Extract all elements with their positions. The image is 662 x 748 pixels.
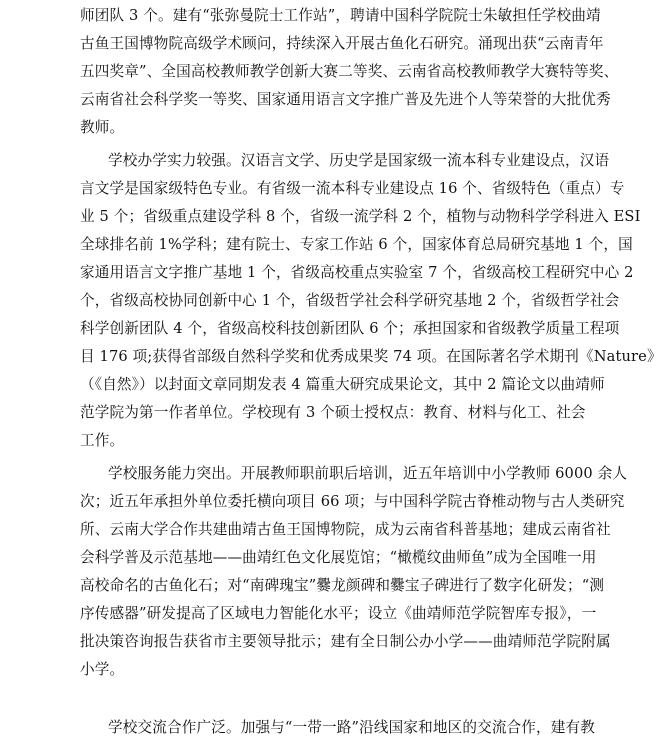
- paragraph-start-line: 学校服务能力突出。开展教师职前职后培训，近五年培训中小学教师 6000 余人: [108, 465, 628, 482]
- text-line: 古鱼王国博物院高级学术顾问，持续深入开展古鱼化石研究。涌现出获“云南青年: [80, 35, 604, 52]
- paragraph-start-line: 学校交流合作广泛。加强与“一带一路”沿线国家和地区的交流合作，建有教: [108, 719, 596, 736]
- text-line: 教师。: [80, 119, 125, 136]
- text-line: （《自然》）以封面文章同期发表 4 篇重大研究成果论文，其中 2 篇论文以曲靖师: [80, 376, 605, 393]
- text-line: 五四奖章”、全国高校教师教学创新大赛二等奖、云南省高校教师教学大赛特等奖、: [80, 63, 619, 80]
- text-line: 工作。: [80, 432, 125, 449]
- text-line: 师团队 3 个。建有“张弥曼院士工作站”，聘请中国科学院院士朱敏担任学校曲靖: [80, 7, 601, 24]
- text-line: 科学创新团队 4 个，省级高校科技创新团队 6 个；承担国家和省级教学质量工程项: [80, 320, 620, 337]
- text-line: 言文学是国家级特色专业。有省级一流本科专业建设点 16 个、省级特色（重点）专: [80, 180, 625, 197]
- text-line: 序传感器”研发提高了区域电力智能化水平；设立《曲靖师范学院智库专报》，一: [80, 605, 597, 622]
- text-line: 目 176 项;获得省部级自然科学奖和优秀成果奖 74 项。在国际著名学术期刊《Nature》: [80, 348, 662, 365]
- text-line: 业 5 个；省级重点建设学科 8 个，省级一流学科 2 个，植物与动物科学学科进入 ESI: [80, 208, 641, 225]
- text-line: 全球排名前 1%学科；建有院士、专家工作站 6 个，国家体育总局研究基地 1 个，国: [80, 236, 633, 253]
- text-line: 个，省级高校协同创新中心 1 个，省级哲学社会科学研究基地 2 个，省级哲学社会: [80, 292, 620, 309]
- text-line: 次；近五年承担外单位委托横向项目 66 项；与中国科学院古脊椎动物与古人类研究: [80, 493, 625, 510]
- text-line: 小学。: [80, 661, 125, 678]
- text-line: 会科学普及示范基地——曲靖红色文化展览馆；“橄榄纹曲师鱼”成为全国唯一用: [80, 549, 597, 566]
- text-line: 批决策咨询报告获省市主要领导批示；建有全日制公办小学——曲靖师范学院附属: [80, 633, 611, 650]
- text-line: 家通用语言文字推广基地 1 个，省级高校重点实验室 7 个，省级高校工程研究中心 2: [80, 264, 634, 281]
- text-line: 所、云南大学合作共建曲靖古鱼王国博物院，成为云南省科普基地；建成云南省社: [80, 521, 611, 538]
- text-line: 范学院为第一作者单位。学校现有 3 个硕士授权点：教育、材料与化工、社会: [80, 404, 586, 421]
- paragraph-start-line: 学校办学实力较强。汉语言文学、历史学是国家级一流本科专业建设点，汉语: [108, 152, 610, 169]
- text-line: 高校命名的古鱼化石；对“南碑瑰宝”爨龙颜碑和爨宝子碑进行了数字化研发；“测: [80, 577, 605, 594]
- text-line: 云南省社会科学奖一等奖、国家通用语言文字推广普及先进个人等荣誉的大批优秀: [80, 91, 611, 108]
